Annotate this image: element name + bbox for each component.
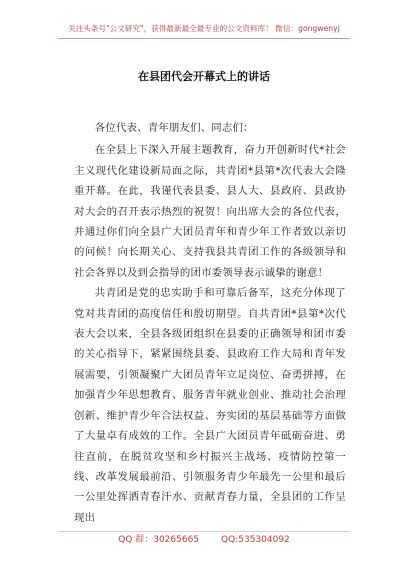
qq-number: QQ:535304092 — [221, 535, 290, 545]
paragraph-2: 共青团是党的忠实助手和可靠后备军，这充分体现了党对共青团的高度信任和殷切期望。自共青团*县第*次代表大会以来，全县各级团组织在县委的正确领导和团市委的关心指导下，紧紧围绕县委、县政府工作大局和青年发展需要，引领凝聚广大团员青年立足岗位、奋勇拼搏，在加强青少年思想教育、服务青年就业创业、推动社会治理创新、维护青少年合法权益、夯实团的基层基础等方面做了大量卓有成效的工作。全县广大团员青年砥砺奋进、勇往直前，在脱贫攻坚和乡村振兴主战场、疫情防控第一线、改革发展最前沿、引领服务青少年最先一公里和最后一公里处挥洒青春汗水、贡献青春力量，全县团的工作呈现出 — [74, 287, 346, 524]
document-body — [74, 118, 346, 528]
footer-contact — [0, 534, 408, 546]
paragraph-1: 在全县上下深入开展主题教育，奋力开创新时代*社会主义现代化建设新局面之际，共青团*县第*次代表大会隆重开幕。在此，我谨代表县委、县人大、县政府、县政协对大会的召开表示热烈的祝贺！向出席大会的各位代表，并通过你们向全县广大团员青年和青少年工作者致以亲切的问候！向长期关心、支持我县共青团工作的各级领导和社会各界以及到会指导的团市委领导表示诚挚的谢意！ — [74, 144, 346, 279]
header-banner: 关注头条号"公文研究"，获得最新最全最专业的公文资料库！ 微信：gongwenyj — [68, 24, 340, 33]
salutation: 各位代表、青年朋友们、同志们： — [94, 122, 254, 134]
footer-divider — [58, 531, 350, 532]
header-divider — [58, 38, 350, 39]
qq-group-number: QQ 群：30265665 — [118, 535, 200, 545]
document-title: 在县团代会开幕式上的讲话 — [138, 70, 270, 83]
